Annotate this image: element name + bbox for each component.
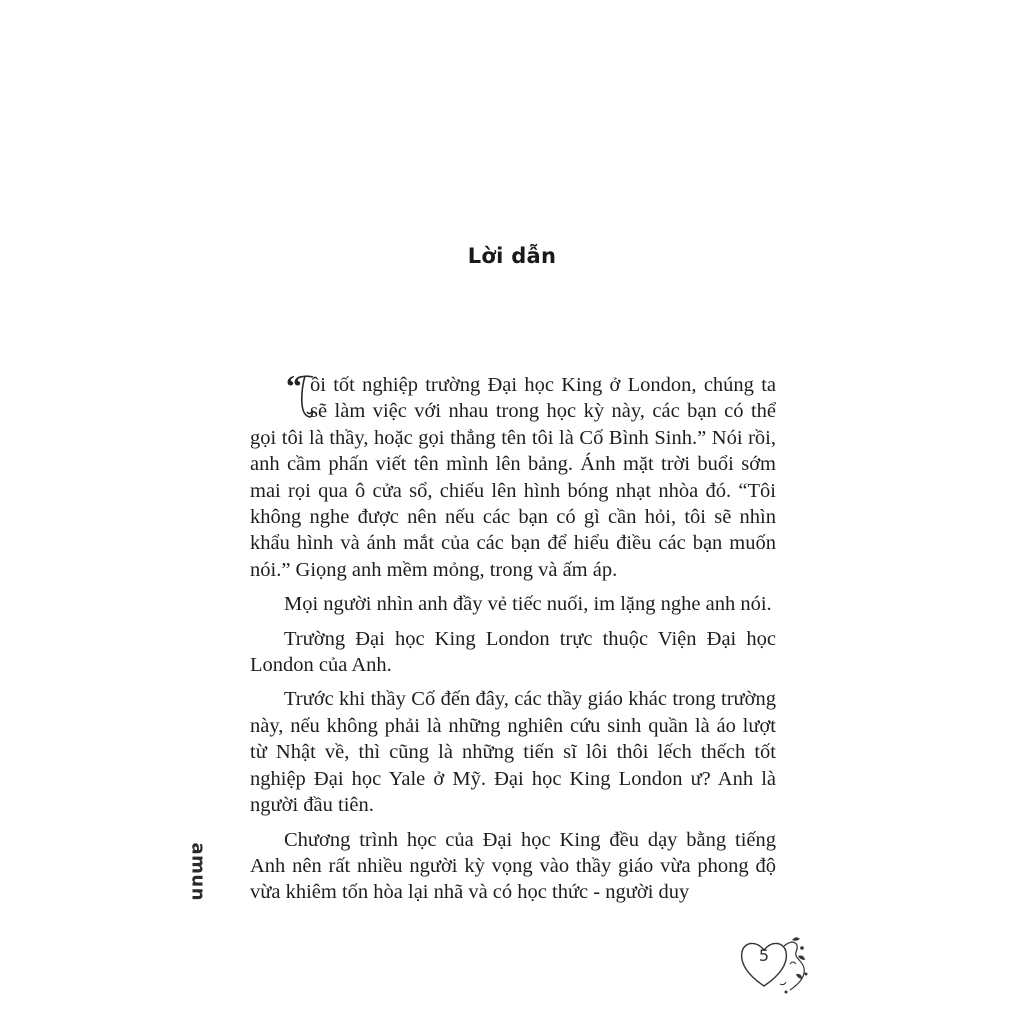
paragraph-1 <box>250 368 776 583</box>
paragraph-4: Trước khi thầy Cố đến đây, các thầy giáo khác trong trường này, nếu không phải là những nghiên cứu sinh quần là áo lượt từ Nhật về, thì cũng là những tiến sĩ lôi thôi lếch thếch tốt nghiệp Đại học Yale ở Mỹ. Đại học King London ư? Anh là người đầu tiên. <box>250 688 776 817</box>
paragraph-1-text: ôi tốt nghiệp trường Đại học King ở London, chúng ta sẽ làm việc với nhau trong học kỳ này, các bạn có thể gọi tôi là thầy, hoặc gọi thẳng tên tôi là Cố Bình Sinh.” Nói rồi, anh cầm phấn viết tên mình lên bảng. Ánh mặt trời buổi sớm mai rọi qua ô cửa sổ, chiếu lên hình bóng nhạt nhòa đó. “Tôi không nghe được nên nếu các bạn có gì cần hỏi, tôi sẽ nhìn khẩu hình và ánh mắt của các bạn để hiểu điều các bạn muốn nói.” Giọng anh mềm mỏng, trong và ấm áp. <box>250 374 776 581</box>
publisher-brand-text: amun <box>187 842 209 902</box>
page-number: 5 <box>758 946 770 965</box>
paragraph-3: Trường Đại học King London trực thuộc Viện Đại học London của Anh. <box>250 627 776 677</box>
drop-cap <box>250 368 310 422</box>
chapter-title: Lời dẫn <box>467 244 557 268</box>
drop-cap-letter <box>296 374 314 422</box>
body-text <box>250 368 776 914</box>
publisher-logo <box>182 842 212 904</box>
page-number-ornament <box>736 930 810 996</box>
paragraph-5: Chương trình học của Đại học King đều dạy bằng tiếng Anh nên rất nhiều người kỳ vọng vào thầy giáo vừa phong độ vừa khiêm tốn hòa lại nhã và có học thức - người duy <box>250 828 776 904</box>
opening-quote-mark: “ <box>286 368 302 404</box>
paragraph-2: Mọi người nhìn anh đầy vẻ tiếc nuối, im lặng nghe anh nói. <box>284 593 772 616</box>
